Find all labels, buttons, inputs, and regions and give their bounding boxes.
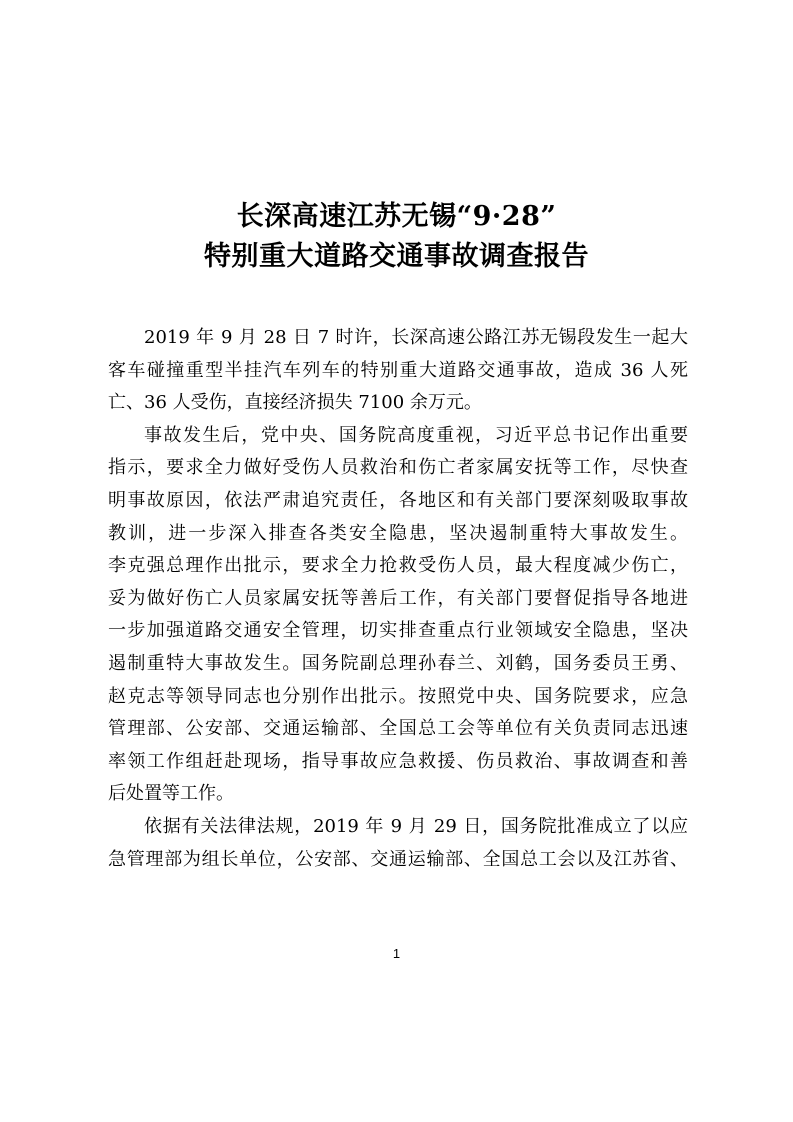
paragraph-2-line-12: 后处置等工作。 — [108, 783, 234, 805]
paragraph-2-line-4: 教训，进一步深入排查各类安全隐患，坚决遏制重特大事故发生。 — [108, 522, 688, 544]
paragraph-3-line-1: 依据有关法律法规，2019 年 9 月 29 日，国务院批准成立了以应 — [144, 815, 688, 837]
title-line-1: 长深高速江苏无锡“9·28” — [236, 201, 557, 232]
document-body — [108, 322, 688, 876]
paragraph-2-line-3: 明事故原因，依法严肃追究责任，各地区和有关部门要深刻吸取事故 — [108, 489, 688, 511]
paragraph-2-line-2: 指示，要求全力做好受伤人员救治和伤亡者家属安抚等工作，尽快查 — [108, 457, 688, 479]
paragraph-2-line-10: 管理部、公安部、交通运输部、全国总工会等单位有关负责同志迅速 — [108, 718, 688, 740]
paragraph-2-line-7: 一步加强道路交通安全管理，切实排查重点行业领域安全隐患，坚决 — [108, 620, 688, 642]
page-number: 1 — [392, 946, 401, 961]
title-line-2: 特别重大道路交通事故调查报告 — [204, 241, 589, 272]
paragraph-2-line-1: 事故发生后，党中央、国务院高度重视，习近平总书记作出重要 — [144, 424, 688, 446]
paragraph-2-line-6: 妥为做好伤亡人员家属安抚等善后工作，有关部门要督促指导各地进 — [108, 587, 688, 609]
paragraph-2-line-8: 遏制重特大事故发生。国务院副总理孙春兰、刘鹤，国务委员王勇、 — [108, 652, 688, 674]
paragraph-2-line-11: 率领工作组赶赴现场，指导事故应急救援、伤员救治、事故调查和善 — [108, 750, 688, 772]
document-title — [0, 197, 793, 277]
paragraph-2-line-9: 赵克志等领导同志也分别作出批示。按照党中央、国务院要求，应急 — [108, 685, 688, 707]
paragraph-1-line-1: 2019 年 9 月 28 日 7 时许，长深高速公路江苏无锡段发生一起大 — [144, 327, 688, 348]
paragraph-1-line-3: 亡、36 人受伤，直接经济损失 7100 余万元。 — [108, 392, 482, 414]
paragraph-3-line-2: 急管理部为组长单位，公安部、交通运输部、全国总工会以及江苏省、 — [108, 848, 688, 870]
paragraph-1-line-2: 客车碰撞重型半挂汽车列车的特别重大道路交通事故，造成 36 人死 — [108, 359, 688, 381]
paragraph-2-line-5: 李克强总理作出批示，要求全力抢救受伤人员，最大程度减少伤亡， — [108, 555, 688, 577]
